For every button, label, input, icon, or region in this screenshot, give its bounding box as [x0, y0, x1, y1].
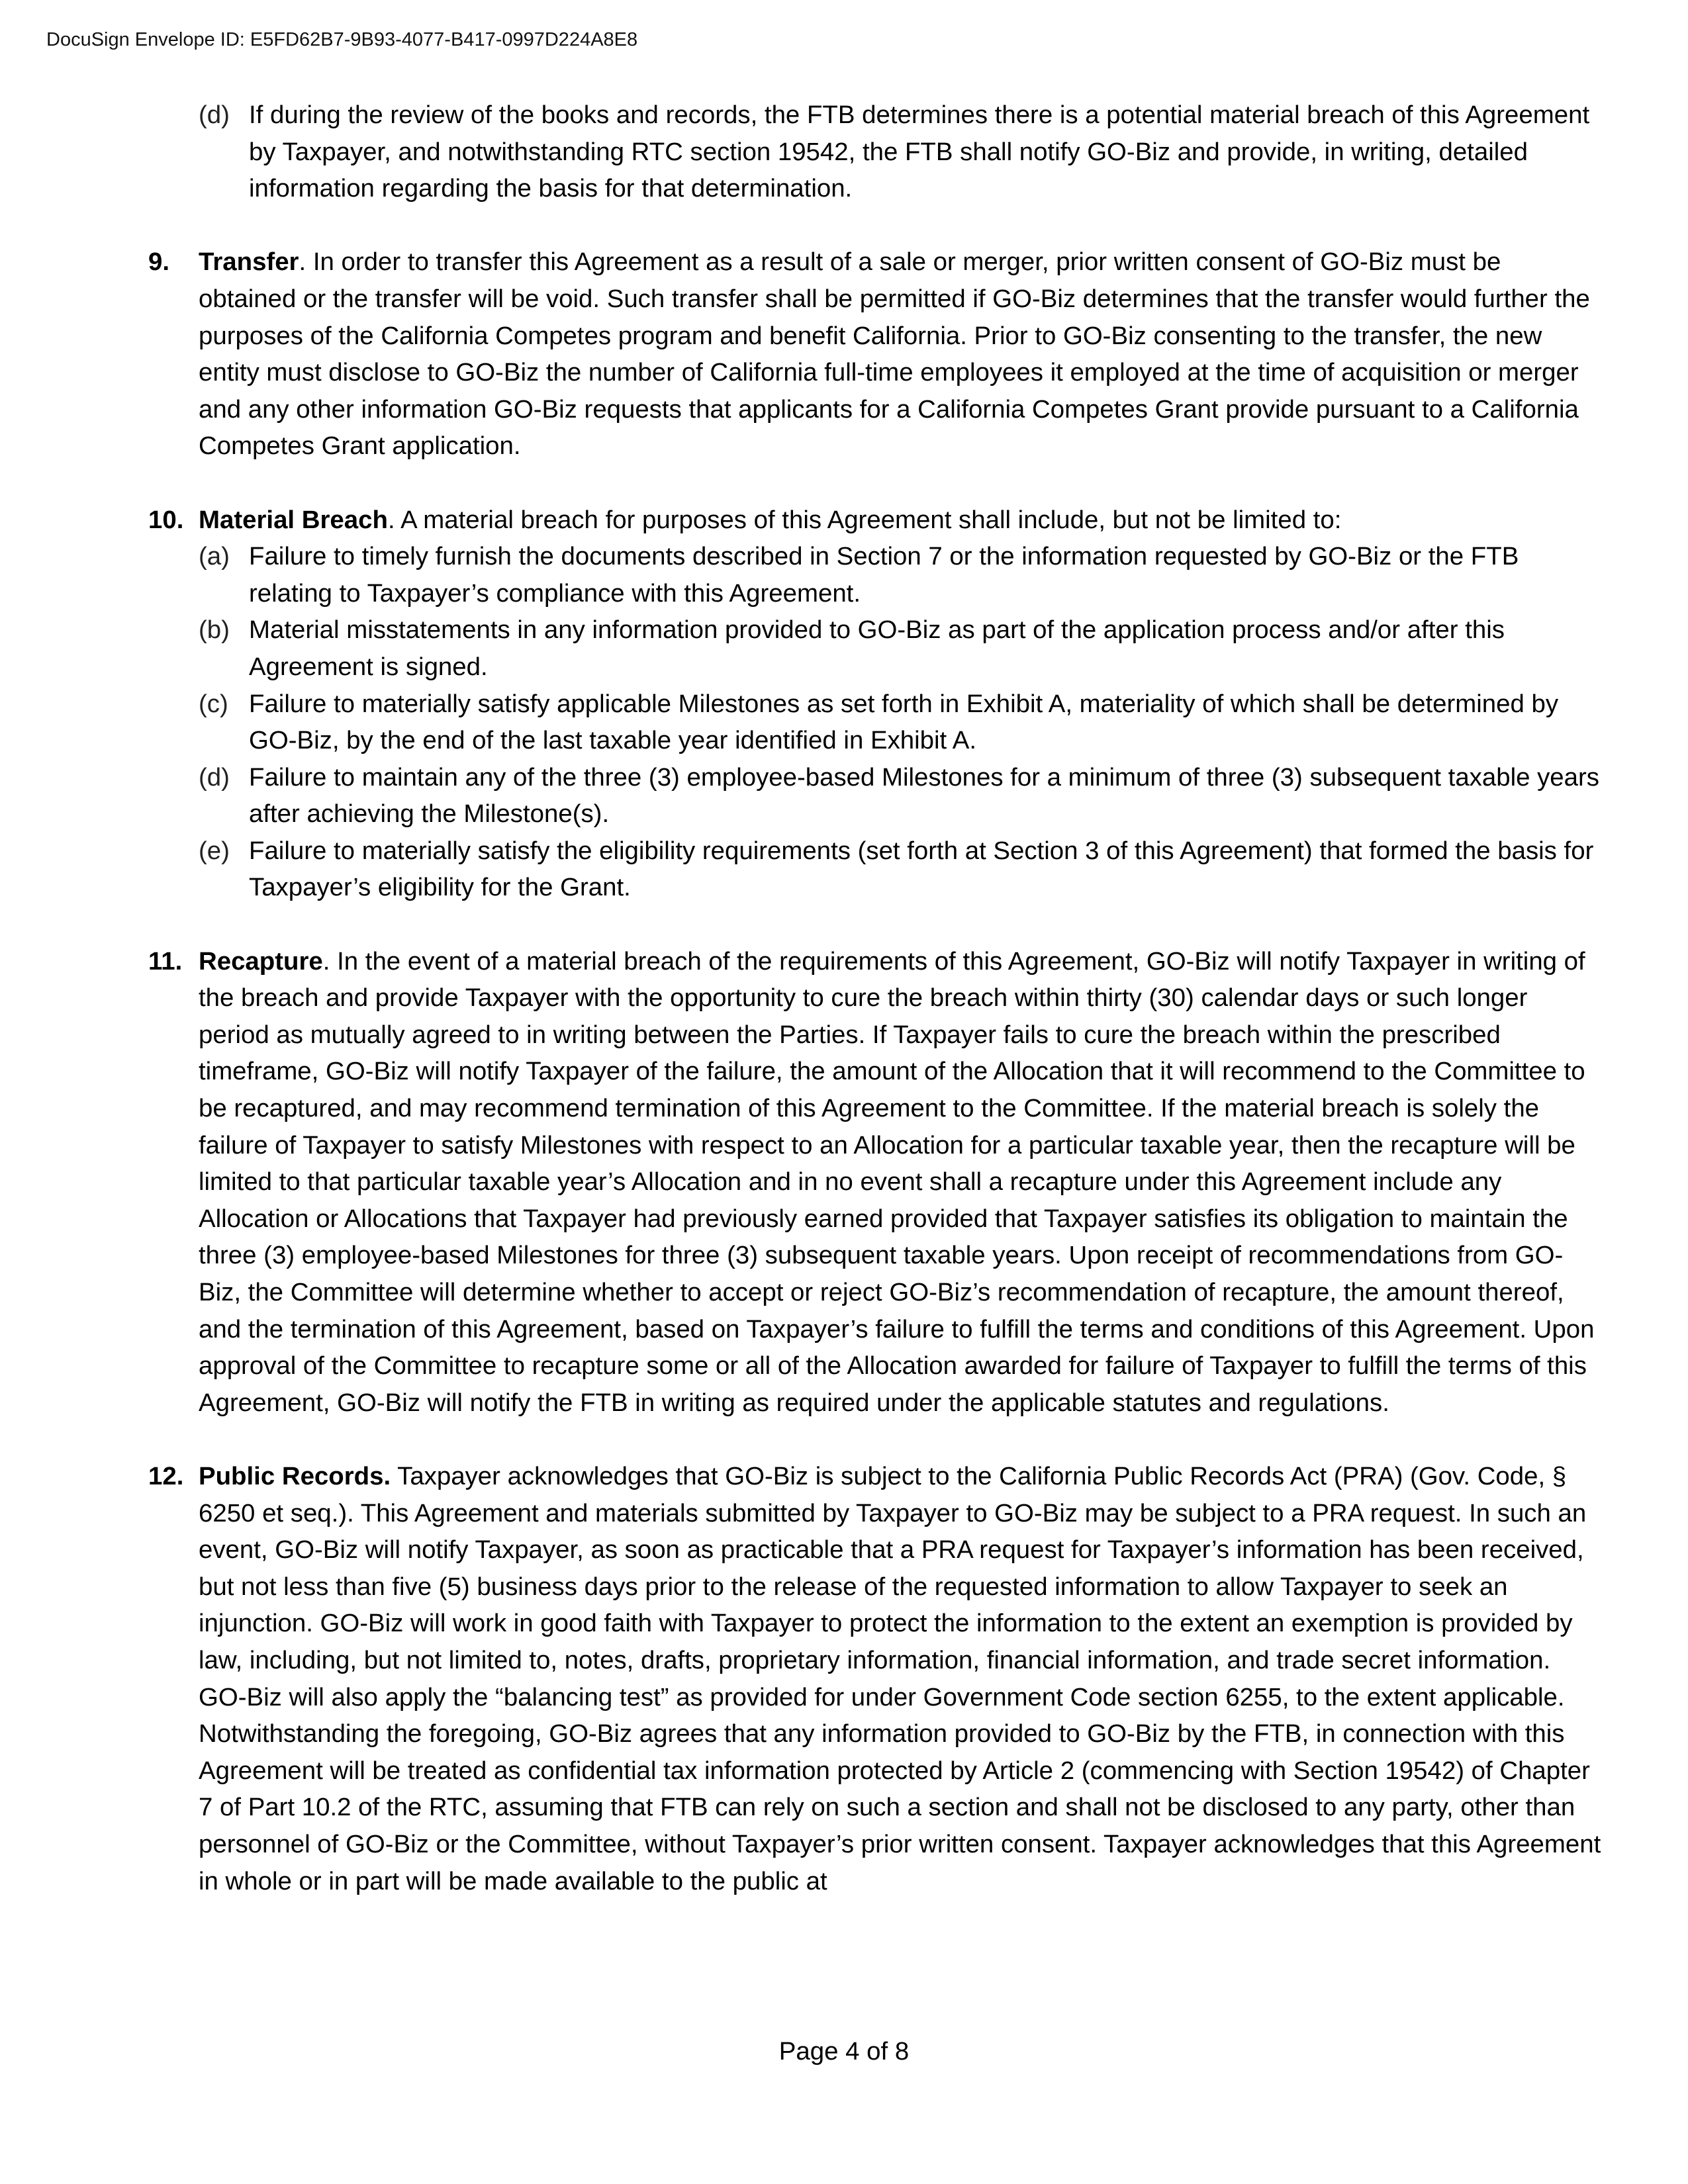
breach-item-text: Failure to maintain any of the three (3) employee-based Milestones for a minimum of three (3) subsequent taxable years after achieving the Milestone(s).: [249, 762, 1599, 829]
breach-item-text: Failure to materially satisfy the eligibility requirements (set forth at Section 3 of this Agreement) that formed the basis for Taxpayer’s eligibility for the Grant.: [249, 836, 1594, 902]
section-text: . A material breach for purposes of this Agreement shall include, but not be limited to:: [387, 505, 1342, 534]
section-number: 9.: [148, 248, 170, 277]
section-text: . In the event of a material breach of the requirements of this Agreement, GO-Biz will notify Taxpayer in writing of the breach and provide Taxpayer with the opportunity to cure the breach within thirty (30) calendar days or such longer period as mutually agreed to in writing between the Parties. If Taxpayer fails to cure the breach within the prescribed timeframe, GO-Biz will notify Taxpayer of the failure, the amount of the Allocation that it will recommend to the Committee to be recaptured, and may recommend termination of this Agreement to the Committee. If the material breach is solely the failure of Taxpayer to satisfy Milestones with respect to an Allocation for a particular taxable year, then the recapture will be limited to that particular taxable year’s Allocation and in no event shall a recapture under this Agreement include any Allocation or Allocations that Taxpayer had previously earned provided that Taxpayer satisfies its obligation to maintain the three (3) employee-based Milestones for three (3) subsequent taxable years. Upon receipt of recommendations from GO-Biz, the Committee will determine whether to accept or reject GO-Biz’s recommendation of recapture, the amount thereof, and the termination of this Agreement, based on Taxpayer’s failure to fulfill the terms and conditions of this Agreement. Upon approval of the Committee to recapture some or all of the Allocation awarded for failure of Taxpayer to fulfill the terms of this Agreement, GO-Biz will notify the FTB in writing as required under the applicable statutes and regulations.: [199, 946, 1595, 1417]
breach-item-text: Failure to timely furnish the documents described in Section 7 or the information requested by GO-Biz or the FTB relating to Taxpayer’s compliance with this Agreement.: [249, 542, 1519, 608]
section-title: Transfer: [199, 248, 299, 277]
breach-item-text: Material misstatements in any information provided to GO-Biz as part of the application process and/or after this Agreement is signed.: [249, 615, 1505, 681]
document-body: [148, 97, 1605, 1936]
breach-item-e: [199, 833, 1605, 906]
breach-list: [199, 538, 1605, 906]
breach-item-text: Failure to materially satisfy applicable Milestones as set forth in Exhibit A, materiality of which shall be determined by GO-Biz, by the end of the last taxable year identified in Exhibit A.: [249, 689, 1559, 755]
section-number: 11.: [148, 946, 183, 976]
section-number: 12.: [148, 1461, 184, 1490]
carryover-clause-d: [199, 97, 1605, 207]
breach-item-d: [199, 759, 1605, 833]
breach-item-label: (d): [199, 762, 230, 792]
clause-text: If during the review of the books and records, the FTB determines there is a potential material breach of this Agreement by Taxpayer, and notwithstanding RTC section 19542, the FTB shall notify GO-Biz and provide, in writing, detailed information regarding the basis for that determination.: [249, 101, 1590, 203]
docusign-envelope-id: DocuSign Envelope ID: E5FD62B7-9B93-4077-B417-0997D224A8E8: [46, 29, 638, 50]
section-text: . In order to transfer this Agreement as a result of a sale or merger, prior written consent of GO-Biz must be obtained or the transfer will be void. Such transfer shall be permitted if GO-Biz determines that the transfer would further the purposes of the California Competes program and benefit California. Prior to GO-Biz consenting to the transfer, the new entity must disclose to GO-Biz the number of California full-time employees it employed at the time of acquisition or merger and any other information GO-Biz requests that applicants for a California Competes Grant provide pursuant to a California Competes Grant application.: [199, 248, 1590, 461]
breach-item-label: (b): [199, 615, 230, 645]
breach-item-b: [199, 612, 1605, 685]
section-material-breach: [148, 502, 1605, 907]
breach-item-label: (c): [199, 689, 228, 718]
section-title: Material Breach: [199, 505, 388, 534]
section-public-records: [148, 1458, 1605, 1899]
breach-item-label: (e): [199, 836, 230, 865]
page-number: Page 4 of 8: [778, 2037, 910, 2066]
section-recapture: [148, 943, 1605, 1422]
breach-item-label: (a): [199, 542, 230, 571]
breach-item-a: [199, 538, 1605, 612]
section-title: Public Records.: [199, 1461, 391, 1490]
section-text: Taxpayer acknowledges that GO-Biz is subject to the California Public Records Act (PRA) (Gov. Code, § 6250 et seq.). This Agreement and materials submitted by Taxpayer to GO-Biz may be subject to a PRA request. In such an event, GO-Biz will notify Taxpayer, as soon as practicable that a PRA request for Taxpayer’s information has been received, but not less than five (5) business days prior to the release of the requested information to allow Taxpayer to seek an injunction. GO-Biz will work in good faith with Taxpayer to protect the information to the extent an exemption is provided by law, including, but not limited to, notes, drafts, proprietary information, financial information, and trade secret information. GO-Biz will also apply the “balancing test” as provided for under Government Code section 6255, to the extent applicable.: [199, 1461, 1587, 1711]
section-transfer: [148, 244, 1605, 465]
clause-label: (d): [199, 101, 230, 129]
section-title: Recapture: [199, 946, 323, 976]
breach-item-c: [199, 686, 1605, 759]
section-number: 10.: [148, 505, 184, 534]
section-text-continued: Notwithstanding the foregoing, GO-Biz agrees that any information provided to GO-Biz by the FTB, in connection with this Agreement will be treated as confidential tax information protected by Article 2 (commencing with Section 19542) of Chapter 7 of Part 10.2 of the RTC, assuming that FTB can rely on such a section and shall not be disclosed to any party, other than personnel of GO-Biz or the Committee, without Taxpayer’s prior written consent. Taxpayer acknowledges that this Agreement in whole or in part will be made available to the public at: [199, 1719, 1601, 1895]
